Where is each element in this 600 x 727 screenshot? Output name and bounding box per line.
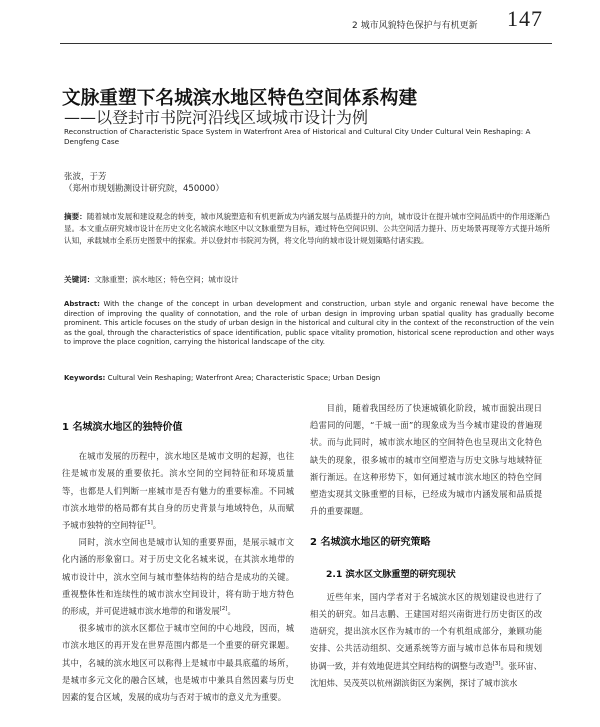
section-1-paragraph-3: 很多城市的滨水区都位于城市空间的中心地段，因而，城市滨水地区的再开发在世界范围内都是一个重要的研究课题。其中，名城的滨水地区可以称得上是城市中最具底蕴的场所，是城市多元文化的融合区域，也是城市中兼具自然因素与历史因素的复合区域，发展的成功与否对于城市的意义尤为重要。 [62,623,294,703]
keywords-english-text: Cultural Vein Reshaping; Waterfront Area; Characteristic Space; Urban Design [107,374,381,382]
abstract-chinese [64,211,554,247]
intro-paragraph: 目前，随着我国经历了快速城镇化阶段，城市面貌出现日趋雷同的问题，“千城一面”的现象成为当今城市建设的普遍现状。而与此同时，城市滨水地区的空间特色也呈现出文化特色缺失的现象，很多城市的城市空间塑造与历史文脉与地域特征渐行渐远。在这种形势下，如何通过城市滨水地区的特色空间塑造实现其文脉重塑的目标，已经成为城市内涵发展和品质提升的重要课题。 [310,403,542,517]
keywords-chinese-text: 文脉重塑；滨水地区；特色空间；城市设计 [94,275,239,284]
authors: 张波，于芳 [64,172,107,182]
keywords-english-label: Keywords: [64,374,106,382]
paper-subtitle: ——以登封市书院河沿线区域城市设计为例 [64,108,369,127]
abstract-english [64,300,554,348]
section-2-paragraph-1: 近些年来，国内学者对于名城滨水区的规划建设也进行了相关的研究。如吕志鹏、王建国对绍兴南街进行历史街区的改造研究，提出滨水区作为城市的一个有机组成部分，兼顾功能安排、公共活动组织、交通系统等方面与城市总体布局和规划协调一致，并有效地促进其空间结构的调整与改造[3]。张环宙、沈旭炜、吴茂英以杭州湖滨街区为案例，探讨了城市滨水 [310,591,542,688]
paper-title: 文脉重塑下名城滨水地区特色空间体系构建 [62,88,418,109]
running-header-title: 2 城市风貌特色保护与有机更新 [352,21,478,31]
abstract-chinese-label: 摘要： [64,212,87,221]
right-column [310,400,542,692]
section-1-paragraph-1: 在城市发展的历程中，滨水地区是城市文明的起源，也往往是城市发展的重要依托。滨水空间的空间特征和环境质量等，也都是人们判断一座城市是否有魅力的重要标准。不同城市滨水地带的格局都有其自身的历史背景与地域特色，从而赋予城市独特的空间特征[1]。 [62,451,294,531]
affiliation: （郑州市规划勘测设计研究院，450000） [64,184,224,194]
keywords-chinese-label: 关键词： [64,275,95,284]
citation-ref: [1] [144,520,153,527]
abstract-chinese-text: 随着城市发展和建设观念的转变，城市风貌塑造和有机更新成为内涵发展与品质提升的方向，城市设计在提升城市空间品质中的作用逐渐凸显。本文重点研究城市设计在历史文化名城滨水地区中以文脉重塑为目标，通过特色空间识别、公共空间活力提升、历史场景再现等方式提升场所认知，承载城市全系历史图景中的探索。并以登封市书院河为例，将文化导向的城市设计规划策略付诸实践。 [64,212,550,245]
keywords-chinese [64,274,239,285]
section-1-heading: 1 名城滨水地区的独特价值 [62,422,183,433]
abstract-english-text: With the change of the concept in urban development and construction, urban style and organic renewal have become the direction of improving the quality of connotation, and the role of urban design in improving urban spatial quality has gradually become prominent. This article focuses on the study of urban design in the historical and cultural city in the context of the reconstruction of the vein as the goal, through the characteristics of space identification, public space vitality promotion, historical scene reproduction and other ways to improve the place cognition, carrying the historical landscape of the city. [64,300,554,347]
section-2-heading: 2 名城滨水地区的研究策略 [310,537,431,549]
abstract-english-label: Abstract: [64,300,100,308]
section-2-1-heading: 2.1 滨水区文脉重塑的研究现状 [326,568,456,580]
section-1-paragraph-2: 同时，滨水空间也是城市认知的重要界面，是展示城市文化内涵的形象窗口。对于历史文化名城来说，在其滨水地带的城市设计中，滨水空间与城市整体结构的结合是成功的关键。重视整体性和连续性的城市滨水空间设计，将有助于地方特色的形成，并可促进城市滨水地带的和谐发展[2]。 [62,537,294,617]
keywords-english [64,374,380,382]
left-column [62,419,294,706]
page-number: 147 [507,6,543,31]
citation-ref: [3] [492,660,501,667]
paper-title-english: Reconstruction of Characteristic Space System in Waterfront Area of Historical and Cultural City Under Cultural Vein Reshaping: A Dengfeng Case [64,127,531,146]
header-divider [60,43,552,44]
citation-ref: [2] [219,606,228,613]
